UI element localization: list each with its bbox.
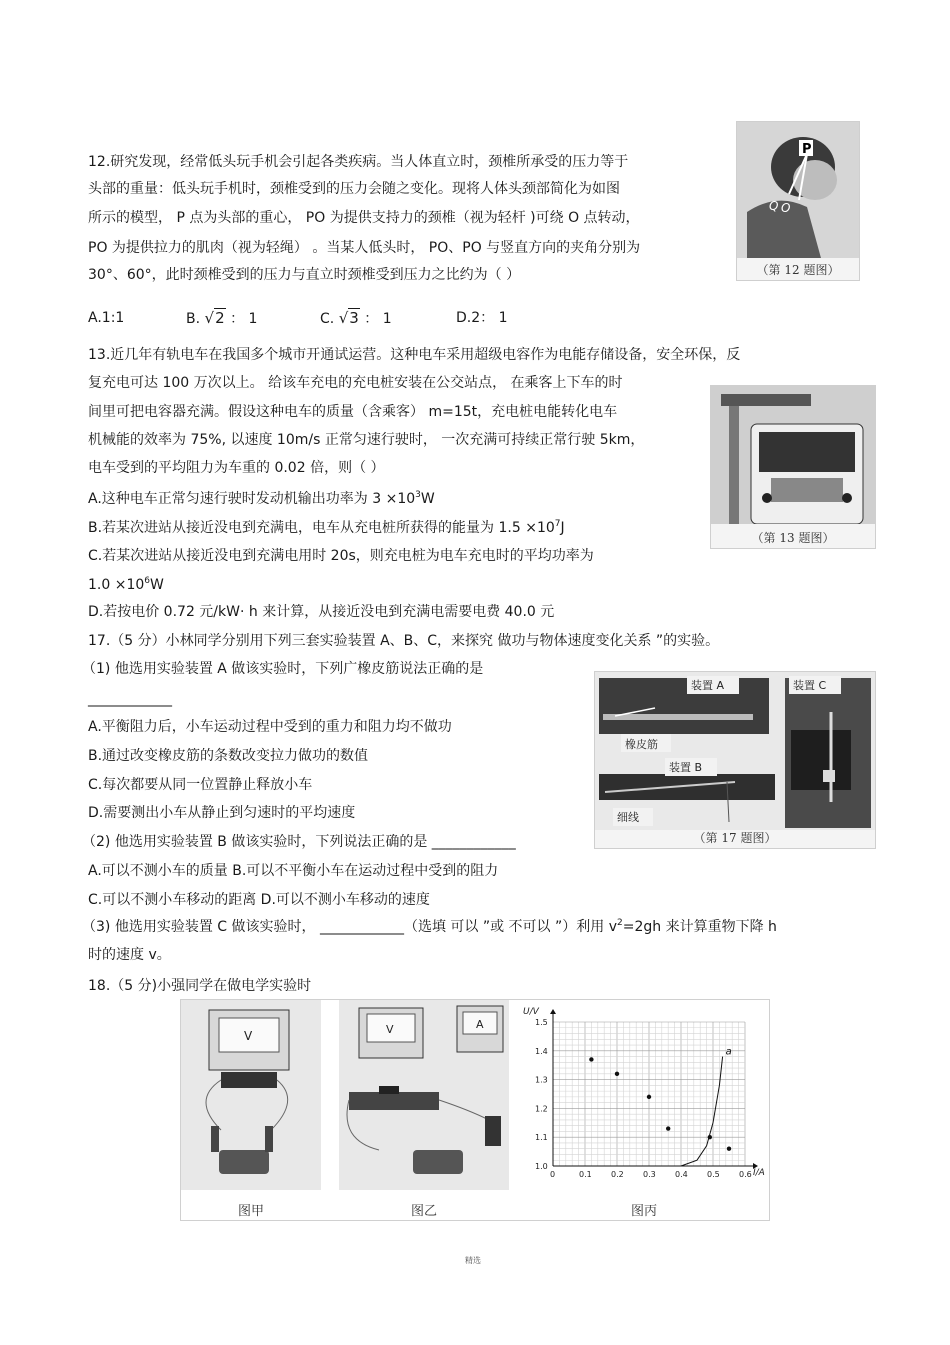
x-tick-label: 0.6 — [739, 1170, 752, 1179]
exponent: 2 — [617, 918, 623, 928]
sub3-rest: =2gh 来计算重物下降 h — [622, 919, 777, 935]
q13-line-4: 机械能的效率为 75%, 以速度 10m/s 正常匀速行驶时， 一次充满可持续正常行驶 5km， — [88, 432, 645, 448]
q12-option-b — [186, 309, 257, 328]
caption-yi: 图乙 — [410, 1204, 437, 1219]
sub3-text: （3) 他选用实验装置 C 做该实验时， ____________（选填 可以 ”或 不可以 ”）利用 v — [82, 919, 617, 935]
figure-yi-circuit — [339, 1000, 509, 1190]
label-thread: 细线 — [617, 811, 639, 824]
x-tick-label: 0.2 — [611, 1170, 624, 1179]
option-b-prefix: B. — [186, 311, 201, 327]
q13-option-b — [88, 519, 565, 537]
exponent: 6 — [144, 576, 150, 586]
q17-sub-2: （2) 他选用实验装置 B 做该实验时，下列说法正确的是 ____________ — [82, 834, 516, 850]
option-c-prefix: C. — [320, 311, 335, 327]
chart-axes — [550, 1009, 758, 1169]
q13-option-d: D.若按电价 0.72 元/kW· h 来计算，从接近没电到充满电需要电费 40.0 元 — [88, 604, 555, 620]
option-text: B.若某次进站从接近没电到充满电，电车从充电桩所获得的能量为 1.5 ×10 — [88, 520, 555, 536]
q12-line-2: 头部的重量：低头玩手机时，颈椎受到的压力会随之变化。现将人体头颈部简化为如图 — [88, 181, 620, 197]
voltmeter-label: V — [244, 1029, 253, 1043]
q13-line-5: 电车受到的平均阻力为车重的 0.02 倍，则（ ） — [88, 460, 385, 476]
q12-figure-caption: （第 12 题图） — [756, 263, 840, 277]
q17-line-1: 17.（5 分）小林同学分别用下列三套实验装置 A、B、C，来探究 做功与物体速度变化关系 ”的实验。 — [88, 633, 720, 649]
label-apparatus-a: 装置 A — [691, 679, 725, 692]
y-tick-label: 1.4 — [535, 1046, 548, 1056]
option-text: A.这种电车正常匀速行驶时发动机输出功率为 3 ×10 — [88, 491, 416, 507]
q17-option-a: A.平衡阻力后，小车运动过程中受到的重力和阻力均不做功 — [88, 719, 452, 735]
y-axis-label: U/V — [523, 1007, 539, 1017]
q12-line-3: 所示的模型， P 点为头部的重心， PO 为提供支持力的颈椎（视为轻杆 )可绕 O 点转动， — [88, 210, 640, 226]
label-rubber-band: 橡皮筋 — [625, 738, 658, 751]
y-tick-label: 1.1 — [535, 1133, 548, 1143]
option-b-suffix: ： 1 — [230, 311, 258, 327]
q13-line-2: 复充电可达 100 万次以上。 给该车充电的充电桩安装在公交站点， 在乘客上下车的时 — [88, 375, 623, 391]
sqrt-sign: √ — [204, 309, 215, 327]
q17-options-ab: A.可以不测小车的质量 B.可以不平衡小车在运动过程中受到的阻力 — [88, 863, 499, 879]
q17-figure — [594, 671, 876, 849]
q12-option-c — [320, 309, 392, 328]
exponent: 7 — [554, 519, 561, 529]
unit: W — [150, 577, 164, 593]
page-footer: 精选 — [465, 1256, 481, 1265]
q17-sub-3 — [82, 918, 777, 936]
head-neck-illustration — [737, 122, 859, 280]
radicand: 2 — [215, 309, 225, 327]
sqrt-symbol — [339, 308, 360, 327]
label-p: P — [802, 142, 812, 157]
x-tick-label: 0.3 — [643, 1170, 656, 1179]
q13-line-1: 13.近几年有轨电车在我国多个城市开通试运营。这种电车采用超级电容作为电能存储设备，安全环保，反 — [88, 347, 741, 363]
y-tick-label: 1.2 — [535, 1104, 548, 1114]
q13-option-c-value — [88, 576, 164, 594]
y-tick-label: 1.0 — [535, 1162, 548, 1171]
tram-illustration — [711, 386, 875, 548]
caption-bing: 图丙 — [630, 1204, 657, 1219]
q13-figure — [710, 385, 876, 549]
exponent: 3 — [415, 490, 421, 500]
apparatus-illustration — [595, 672, 875, 848]
q17-option-d: D.需要测出小车从静止到匀速时的平均速度 — [88, 805, 356, 821]
y-tick-label: 1.5 — [535, 1018, 548, 1027]
q17-figure-caption: （第 17 题图） — [693, 831, 777, 845]
q18-line-1: 18.（5 分)小强同学在做电学实验时 — [88, 978, 312, 994]
data-point — [589, 1057, 593, 1061]
y-axis-arrow — [550, 1009, 556, 1014]
x-tick-label: 0.1 — [579, 1170, 592, 1179]
q18-figure — [180, 999, 770, 1221]
data-point — [727, 1147, 731, 1151]
q17-sub-1: （1) 他选用实验装置 A 做该实验时，下列广橡皮筋说法正确的是 — [82, 661, 484, 677]
figure-bing-ui-chart — [519, 1000, 769, 1190]
label-q: Q — [769, 199, 779, 213]
q12-option-a: A.1:1 — [88, 310, 125, 326]
q13-figure-caption: （第 13 题图） — [751, 531, 835, 545]
label-apparatus-b: 装置 B — [669, 761, 703, 774]
x-tick-label: 0 — [550, 1170, 556, 1179]
q13-option-c: C.若某次进站从接近没电到充满电用时 20s，则充电桩为电车充电时的平均功率为 — [88, 548, 594, 564]
figure-jia-circuit — [181, 1000, 321, 1190]
voltmeter-label: V — [386, 1023, 394, 1036]
q12-line-5: 30°、60°，此时颈椎受到的压力与直立时颈椎受到压力之比约为（ ） — [88, 267, 521, 283]
ammeter-label: A — [476, 1018, 484, 1031]
data-point — [647, 1095, 651, 1099]
sqrt-sign: √ — [338, 309, 349, 327]
radicand: 3 — [349, 309, 359, 327]
data-point — [615, 1072, 619, 1076]
q17-options-cd: C.可以不测小车移动的距离 D.可以不测小车移动的速度 — [88, 892, 430, 908]
q12-figure — [736, 121, 860, 281]
q17-option-b: B.通过改变橡皮筋的条数改变拉力做功的数值 — [88, 748, 369, 764]
x-tick-label: 0.4 — [675, 1170, 688, 1179]
q12-line-4: PO 为提供拉力的肌肉（视为轻绳） 。当某人低头时， PO、PO 与竖直方向的夹角分别为 — [88, 240, 641, 256]
unit: W — [420, 491, 435, 507]
data-point — [666, 1126, 670, 1130]
label-apparatus-c: 装置 C — [793, 679, 827, 692]
sqrt-symbol — [205, 308, 226, 327]
chart-grid — [553, 1022, 745, 1166]
q17-sub-3-line-2: 时的速度 v。 — [88, 947, 171, 963]
option-c-suffix: ： 1 — [364, 311, 392, 327]
option-text: 1.0 ×10 — [88, 577, 145, 593]
q17-option-c: C.每次都要从同一位置静止释放小车 — [88, 777, 313, 793]
caption-jia: 图甲 — [237, 1204, 264, 1219]
x-tick-label: 0.5 — [707, 1170, 720, 1179]
unit: J — [560, 520, 565, 536]
x-axis-label: I/A — [753, 1168, 765, 1178]
q12-line-1: 12.研究发现，经常低头玩手机会引起各类疾病。当人体直立时，颈椎所承受的压力等于 — [88, 154, 629, 170]
q17-blank-1: ____________ — [88, 691, 172, 707]
q12-option-d: D.2： 1 — [456, 310, 508, 326]
q13-line-3: 间里可把电容器充满。假设这种电车的质量（含乘客） m=15t，充电桩电能转化电车 — [88, 404, 618, 420]
y-tick-label: 1.3 — [535, 1075, 548, 1085]
curve-a-label: a — [725, 1046, 732, 1058]
label-o: O — [781, 201, 791, 215]
q13-option-a — [88, 490, 435, 508]
